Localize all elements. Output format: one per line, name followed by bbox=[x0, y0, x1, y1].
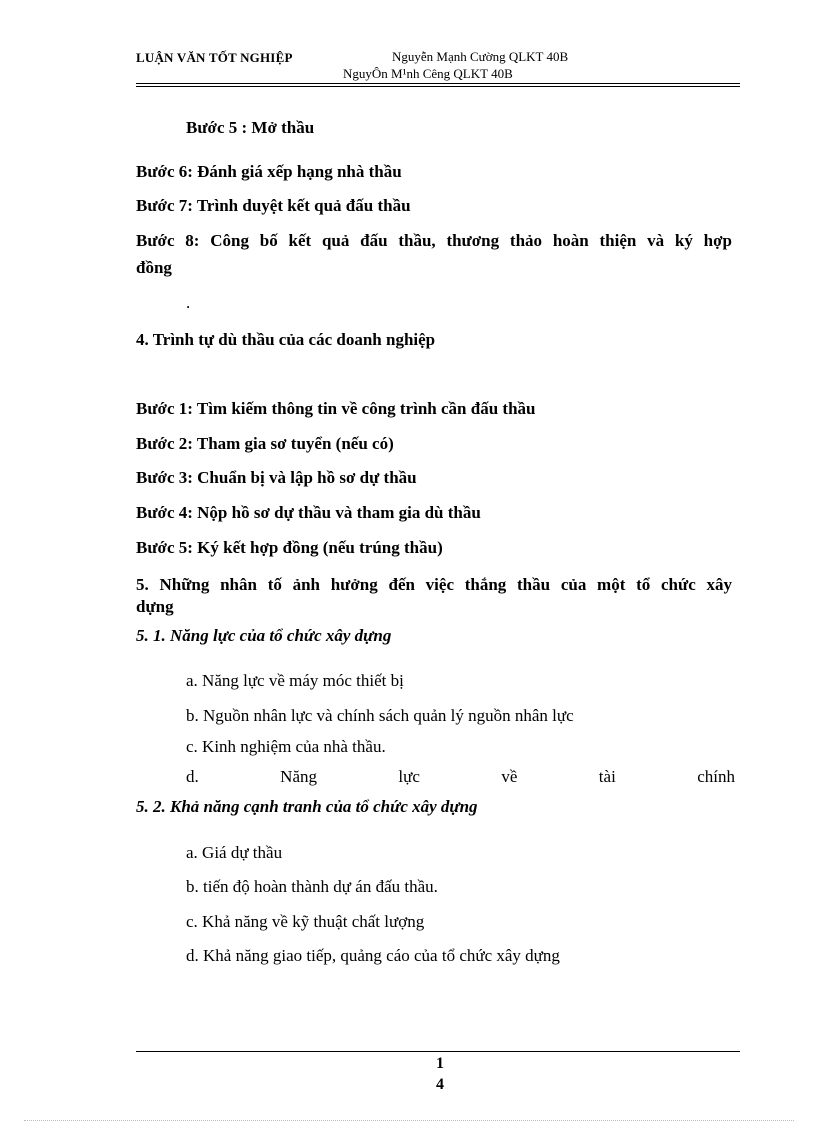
capacity-item-b: b. Nguồn nhân lực và chính sách quản lý nguồn nhân lực bbox=[186, 706, 574, 725]
capacity-item-d-word: chính bbox=[697, 767, 735, 786]
competition-item-c: c. Khả năng về kỹ thuật chất lượng bbox=[186, 912, 425, 931]
footer-rule bbox=[136, 1051, 740, 1052]
capacity-item-d-word: về bbox=[501, 767, 518, 786]
capacity-item-d-word: tài bbox=[598, 767, 616, 786]
section-5-heading-line2: dựng bbox=[136, 597, 174, 616]
header-rule-top bbox=[136, 83, 740, 84]
subsection-5-2-title: 5. 2. Khả năng cạnh tranh của tổ chức xây dựng bbox=[136, 797, 478, 816]
capacity-item-d bbox=[186, 767, 735, 787]
subsection-5-1-title: 5. 1. Năng lực của tổ chức xây dựng bbox=[136, 626, 392, 645]
capacity-item-d-word: lực bbox=[398, 767, 420, 786]
bid-step-1: Bước 1: Tìm kiếm thông tin về công trình cần đấu thầu bbox=[136, 399, 536, 418]
step-8-line2: đồng bbox=[136, 258, 172, 277]
header-author-garbled: NguyÔn M¹nh Cêng QLKT 40B bbox=[343, 66, 513, 81]
header-author: Nguyễn Mạnh Cường QLKT 40B bbox=[392, 49, 569, 64]
page-number-line2: 4 bbox=[436, 1076, 444, 1093]
bid-step-4: Bước 4: Nộp hồ sơ dự thầu và tham gia dù thầu bbox=[136, 503, 481, 522]
header-title: LUẬN VĂN TỐT NGHIỆP bbox=[136, 50, 293, 65]
bid-step-3: Bước 3: Chuẩn bị và lập hồ sơ dự thầu bbox=[136, 468, 417, 487]
capacity-item-c: c. Kinh nghiệm của nhà thầu. bbox=[186, 737, 386, 756]
competition-item-d: d. Khả năng giao tiếp, quảng cáo của tổ chức xây dựng bbox=[186, 946, 560, 965]
bid-step-2: Bước 2: Tham gia sơ tuyển (nếu có) bbox=[136, 434, 394, 453]
step-7: Bước 7: Trình duyệt kết quả đấu thầu bbox=[136, 196, 411, 215]
step-8-line1: Bước 8: Công bố kết quả đấu thầu, thương thảo hoàn thiện và ký hợp bbox=[136, 231, 732, 250]
stray-dot: . bbox=[186, 293, 191, 312]
competition-item-a: a. Giá dự thầu bbox=[186, 843, 283, 862]
section-4-heading: 4. Trình tự dù thầu của các doanh nghiệp bbox=[136, 330, 436, 349]
step-5-open-bids: Bước 5 : Mở thầu bbox=[186, 118, 315, 137]
capacity-item-d-word: Năng bbox=[280, 767, 317, 786]
competition-item-b: b. tiến độ hoàn thành dự án đấu thầu. bbox=[186, 877, 438, 896]
section-5-heading-line1: 5. Những nhân tố ảnh hưởng đến việc thắng thầu của một tổ chức xây bbox=[136, 575, 732, 594]
capacity-item-a: a. Năng lực về máy móc thiết bị bbox=[186, 671, 404, 690]
step-6: Bước 6: Đánh giá xếp hạng nhà thầu bbox=[136, 162, 402, 181]
page-number-line1: 1 bbox=[436, 1055, 444, 1072]
header-rule-bottom bbox=[136, 86, 740, 87]
capacity-item-d-word: d. bbox=[186, 767, 199, 786]
page-edge-divider bbox=[24, 1120, 794, 1121]
bid-step-5: Bước 5: Ký kết hợp đồng (nếu trúng thầu) bbox=[136, 538, 443, 557]
